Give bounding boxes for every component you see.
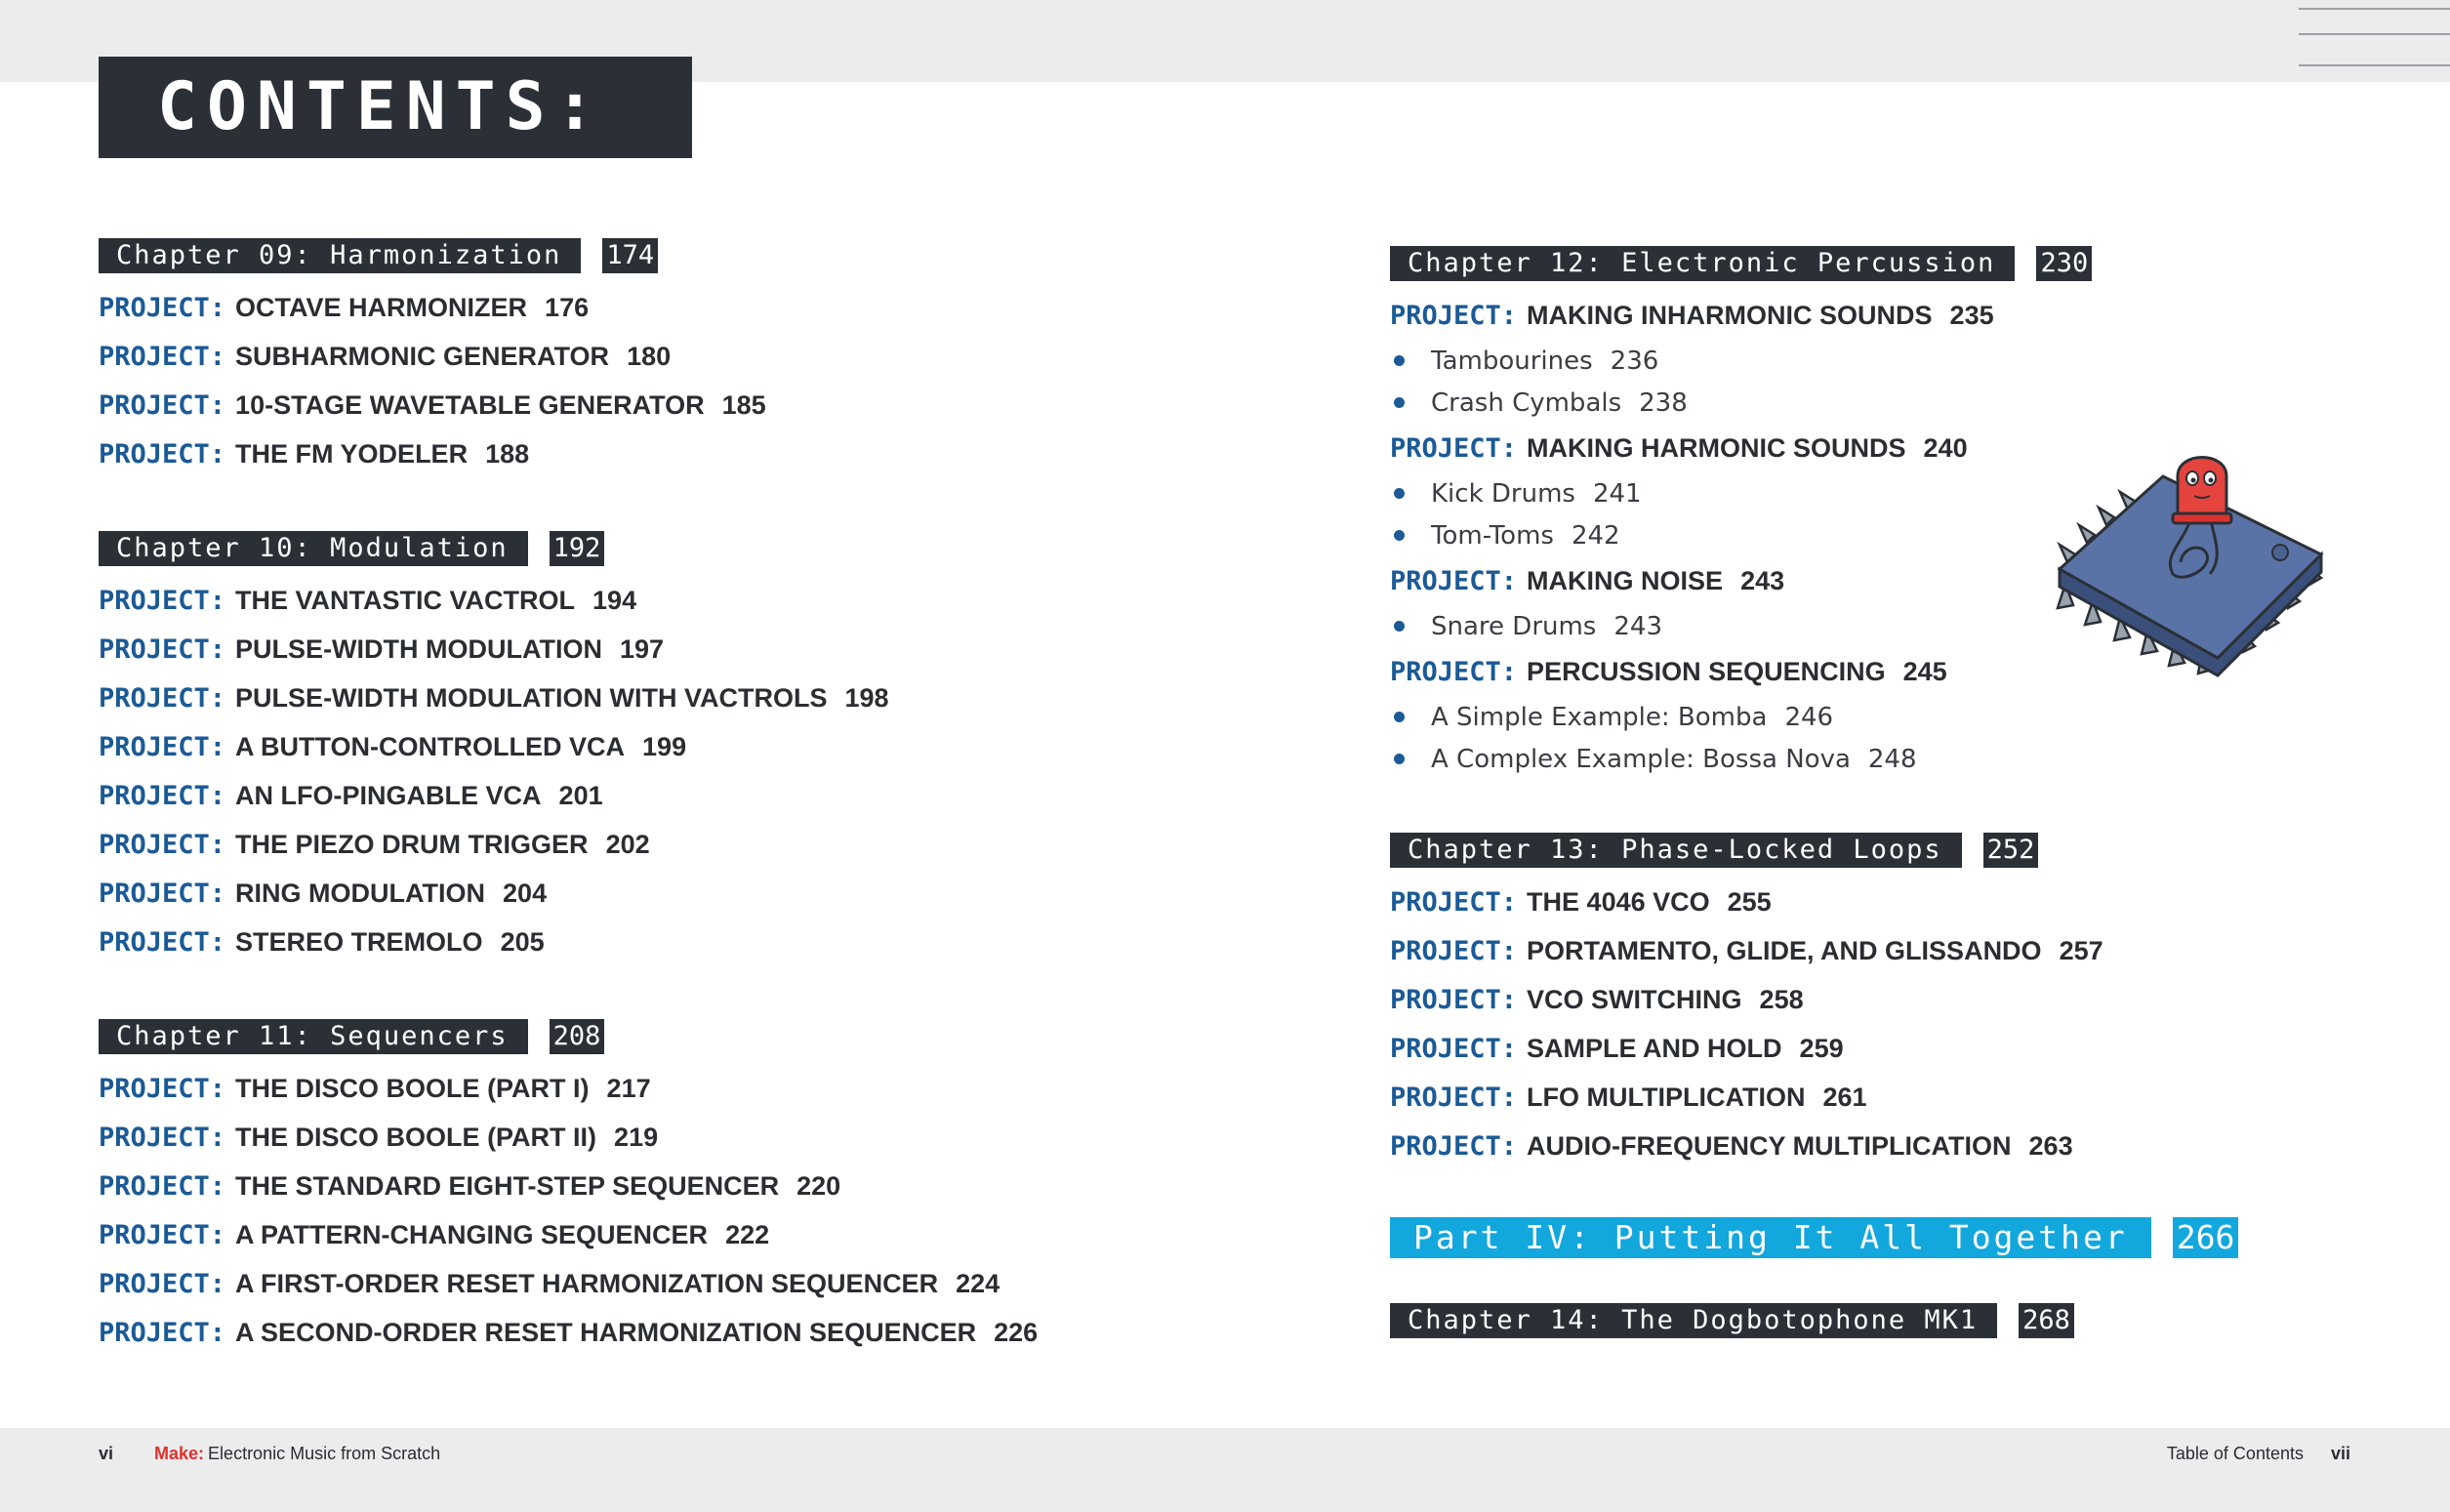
- book-title: Electronic Music from Scratch: [208, 1443, 441, 1463]
- chapter-14-heading[interactable]: [1390, 1303, 2238, 1338]
- project-tag: PROJECT:: [99, 438, 226, 470]
- project-title: SUBHARMONIC GENERATOR: [235, 341, 610, 371]
- project-tag: PROJECT:: [99, 878, 226, 909]
- part-page: 266: [2173, 1217, 2239, 1258]
- project-tag: PROJECT:: [99, 389, 226, 421]
- left-column: [99, 238, 1038, 1357]
- project-page: 259: [1799, 1033, 1844, 1063]
- project-entry[interactable]: [99, 1113, 1038, 1162]
- project-page: 263: [2028, 1130, 2073, 1161]
- chapter-label: Chapter 13: Phase-Locked Loops: [1390, 833, 1962, 868]
- project-tag: PROJECT:: [99, 829, 226, 860]
- project-tag: PROJECT:: [1390, 1033, 1518, 1064]
- right-page-number: vii: [2330, 1443, 2350, 1463]
- project-entry[interactable]: [99, 869, 1038, 918]
- section-label: Table of Contents: [2166, 1443, 2304, 1463]
- chapter-page: 192: [550, 531, 605, 566]
- project-page: 180: [627, 341, 672, 371]
- project-title: A SECOND-ORDER RESET HARMONIZATION SEQUENCER: [235, 1317, 977, 1347]
- project-title: THE FM YODELER: [235, 438, 469, 469]
- project-page: 185: [721, 389, 766, 420]
- project-title: OCTAVE HARMONIZER: [235, 292, 528, 322]
- project-title: PORTAMENTO, GLIDE, AND GLISSANDO: [1527, 935, 2042, 965]
- subsection-entry[interactable]: [1390, 696, 2238, 738]
- subsection-entry[interactable]: [1390, 382, 2238, 424]
- project-entry[interactable]: [1390, 975, 2238, 1024]
- project-tag: PROJECT:: [1390, 886, 1518, 918]
- project-tag: PROJECT:: [99, 1268, 226, 1299]
- project-title: PULSE-WIDTH MODULATION: [235, 633, 603, 664]
- subsection-page: 248: [1867, 744, 1917, 774]
- project-entry[interactable]: [99, 771, 1038, 820]
- subsection-title: Snare Drums: [1431, 611, 1597, 641]
- project-tag: PROJECT:: [99, 1317, 226, 1348]
- project-page: 198: [844, 682, 889, 713]
- chapter-page: 268: [2019, 1303, 2074, 1338]
- project-title: STEREO TREMOLO: [235, 926, 483, 957]
- project-entry[interactable]: [99, 1259, 1038, 1308]
- project-page: 199: [642, 731, 687, 761]
- project-title: THE DISCO BOOLE (PART II): [235, 1122, 597, 1152]
- project-title: VCO SWITCHING: [1527, 984, 1742, 1014]
- project-page: 243: [1740, 565, 1785, 595]
- project-entry[interactable]: [99, 1162, 1038, 1210]
- project-title: THE PIEZO DRUM TRIGGER: [235, 829, 589, 859]
- project-page: 176: [545, 292, 590, 322]
- project-tag: PROJECT:: [1390, 1130, 1518, 1162]
- project-title: THE 4046 VCO: [1527, 886, 1710, 917]
- chapter-10-heading[interactable]: [99, 531, 1038, 566]
- project-tag: PROJECT:: [99, 682, 226, 714]
- project-page: 220: [796, 1170, 841, 1201]
- project-title: AUDIO-FREQUENCY MULTIPLICATION: [1527, 1130, 2012, 1161]
- project-page: 258: [1759, 984, 1804, 1014]
- project-page: 255: [1727, 886, 1772, 917]
- project-page: 201: [558, 780, 603, 810]
- chapter-09-heading[interactable]: [99, 238, 1038, 273]
- project-title: THE VANTASTIC VACTROL: [235, 585, 576, 615]
- subsection-title: Kick Drums: [1431, 478, 1575, 509]
- project-tag: PROJECT:: [1390, 300, 1518, 331]
- project-tag: PROJECT:: [99, 585, 226, 616]
- project-title: MAKING HARMONIC SOUNDS: [1527, 432, 1906, 463]
- project-entry[interactable]: [99, 381, 1038, 429]
- part-iv-heading[interactable]: [1390, 1217, 2238, 1258]
- project-title: THE STANDARD EIGHT-STEP SEQUENCER: [235, 1170, 780, 1201]
- project-entry[interactable]: [1390, 1024, 2238, 1073]
- subsection-entry[interactable]: [1390, 340, 2238, 382]
- project-entry[interactable]: [99, 625, 1038, 674]
- project-entry[interactable]: [99, 283, 1038, 332]
- chapter-12-heading[interactable]: [1390, 246, 2238, 281]
- bullet-icon: [1394, 621, 1405, 632]
- project-page: 240: [1923, 432, 1968, 463]
- subsection-entry[interactable]: [1390, 738, 2238, 780]
- chapter-label: Chapter 14: The Dogbotophone MK1: [1390, 1303, 1997, 1338]
- chapter-label: Chapter 10: Modulation: [99, 531, 528, 566]
- project-entry[interactable]: [1390, 926, 2238, 975]
- project-tag: PROJECT:: [1390, 565, 1518, 596]
- project-tag: PROJECT:: [99, 926, 226, 958]
- chapter-11-heading[interactable]: [99, 1019, 1038, 1054]
- project-page: 222: [725, 1219, 770, 1249]
- project-tag: PROJECT:: [1390, 984, 1518, 1015]
- bullet-icon: [1394, 397, 1405, 408]
- project-page: 257: [2059, 935, 2103, 965]
- subsection-page: 238: [1639, 388, 1688, 418]
- project-title: MAKING INHARMONIC SOUNDS: [1527, 300, 1933, 330]
- subsection-page: 241: [1592, 478, 1642, 509]
- corner-rule-lines: [2294, 0, 2450, 82]
- subsection-title: A Simple Example: Bomba: [1431, 702, 1768, 732]
- chip-with-red-led-character-icon: [2046, 437, 2329, 681]
- project-tag: PROJECT:: [99, 1073, 226, 1104]
- project-title: RING MODULATION: [235, 878, 486, 908]
- project-page: 261: [1822, 1082, 1867, 1112]
- project-entry[interactable]: [99, 820, 1038, 869]
- subsection-title: Crash Cymbals: [1431, 388, 1622, 418]
- contents-heading: CONTENTS:: [99, 57, 692, 158]
- project-tag: PROJECT:: [99, 292, 226, 323]
- project-tag: PROJECT:: [1390, 656, 1518, 687]
- chapter-label: Chapter 11: Sequencers: [99, 1019, 528, 1054]
- right-column: [1390, 246, 2238, 1348]
- subsection-page: 243: [1613, 611, 1662, 641]
- project-entry[interactable]: [99, 722, 1038, 771]
- project-page: 219: [614, 1122, 659, 1152]
- project-title: A FIRST-ORDER RESET HARMONIZATION SEQUENCER: [235, 1268, 939, 1298]
- project-tag: PROJECT:: [1390, 432, 1518, 464]
- subsection-page: 236: [1610, 346, 1659, 376]
- project-title: LFO MULTIPLICATION: [1527, 1082, 1806, 1112]
- subsection-title: Tom-Toms: [1431, 520, 1554, 551]
- subsection-page: 242: [1571, 520, 1620, 551]
- project-entry[interactable]: [1390, 1073, 2238, 1122]
- subsection-page: 246: [1784, 702, 1834, 732]
- project-entry[interactable]: [99, 918, 1038, 966]
- left-page-number: vi: [99, 1443, 114, 1463]
- project-page: 226: [994, 1317, 1039, 1347]
- make-brand-logo: Make:: [154, 1443, 205, 1463]
- project-entry[interactable]: [99, 1210, 1038, 1259]
- project-tag: PROJECT:: [99, 1219, 226, 1250]
- chapter-label: Chapter 12: Electronic Percussion: [1390, 246, 2015, 281]
- project-title: PULSE-WIDTH MODULATION WITH VACTROLS: [235, 682, 828, 713]
- project-title: PERCUSSION SEQUENCING: [1527, 656, 1886, 686]
- subsection-title: A Complex Example: Bossa Nova: [1431, 744, 1851, 774]
- project-tag: PROJECT:: [99, 1170, 226, 1202]
- footer-left: [99, 1441, 440, 1466]
- project-tag: PROJECT:: [1390, 1082, 1518, 1113]
- project-entry[interactable]: [99, 1308, 1038, 1357]
- project-entry[interactable]: [99, 576, 1038, 625]
- bullet-icon: [1394, 712, 1405, 722]
- project-entry[interactable]: [99, 674, 1038, 722]
- chapter-page: 230: [2036, 246, 2092, 281]
- project-tag: PROJECT:: [1390, 935, 1518, 966]
- chapter-label: Chapter 09: Harmonization: [99, 238, 581, 273]
- bullet-icon: [1394, 754, 1405, 764]
- project-title: AN LFO-PINGABLE VCA: [235, 780, 542, 810]
- project-title: SAMPLE AND HOLD: [1527, 1033, 1782, 1063]
- project-tag: PROJECT:: [99, 341, 226, 372]
- project-tag: PROJECT:: [99, 780, 226, 811]
- project-entry[interactable]: [1390, 291, 2238, 340]
- chapter-13-heading[interactable]: [1390, 833, 2238, 868]
- chapter-page: 252: [1983, 833, 2039, 868]
- project-title: THE DISCO BOOLE (PART I): [235, 1073, 590, 1103]
- project-entry[interactable]: [99, 332, 1038, 381]
- project-page: 197: [620, 633, 665, 664]
- project-entry[interactable]: [99, 1064, 1038, 1113]
- bullet-icon: [1394, 488, 1405, 499]
- project-entry[interactable]: [1390, 1122, 2238, 1170]
- chapter-page: 174: [602, 238, 658, 273]
- project-title: MAKING NOISE: [1527, 565, 1724, 595]
- project-tag: PROJECT:: [99, 731, 226, 762]
- part-label: Part IV: Putting It All Together: [1390, 1217, 2151, 1258]
- project-page: 217: [606, 1073, 651, 1103]
- project-page: 194: [592, 585, 637, 615]
- project-entry[interactable]: [99, 429, 1038, 478]
- subsection-title: Tambourines: [1431, 346, 1593, 376]
- project-title: A BUTTON-CONTROLLED VCA: [235, 731, 626, 761]
- bullet-icon: [1394, 355, 1405, 366]
- project-page: 204: [503, 878, 548, 908]
- project-tag: PROJECT:: [99, 1122, 226, 1153]
- project-title: A PATTERN-CHANGING SEQUENCER: [235, 1219, 709, 1249]
- project-page: 224: [956, 1268, 1000, 1298]
- project-page: 202: [605, 829, 650, 859]
- project-tag: PROJECT:: [99, 633, 226, 665]
- project-entry[interactable]: [1390, 878, 2238, 926]
- project-page: 188: [485, 438, 530, 469]
- project-page: 245: [1902, 656, 1947, 686]
- project-page: 235: [1949, 300, 1994, 330]
- bullet-icon: [1394, 530, 1405, 541]
- project-page: 205: [500, 926, 545, 957]
- footer-right: [2167, 1441, 2350, 1466]
- chapter-page: 208: [550, 1019, 605, 1054]
- project-title: 10-STAGE WAVETABLE GENERATOR: [235, 389, 705, 420]
